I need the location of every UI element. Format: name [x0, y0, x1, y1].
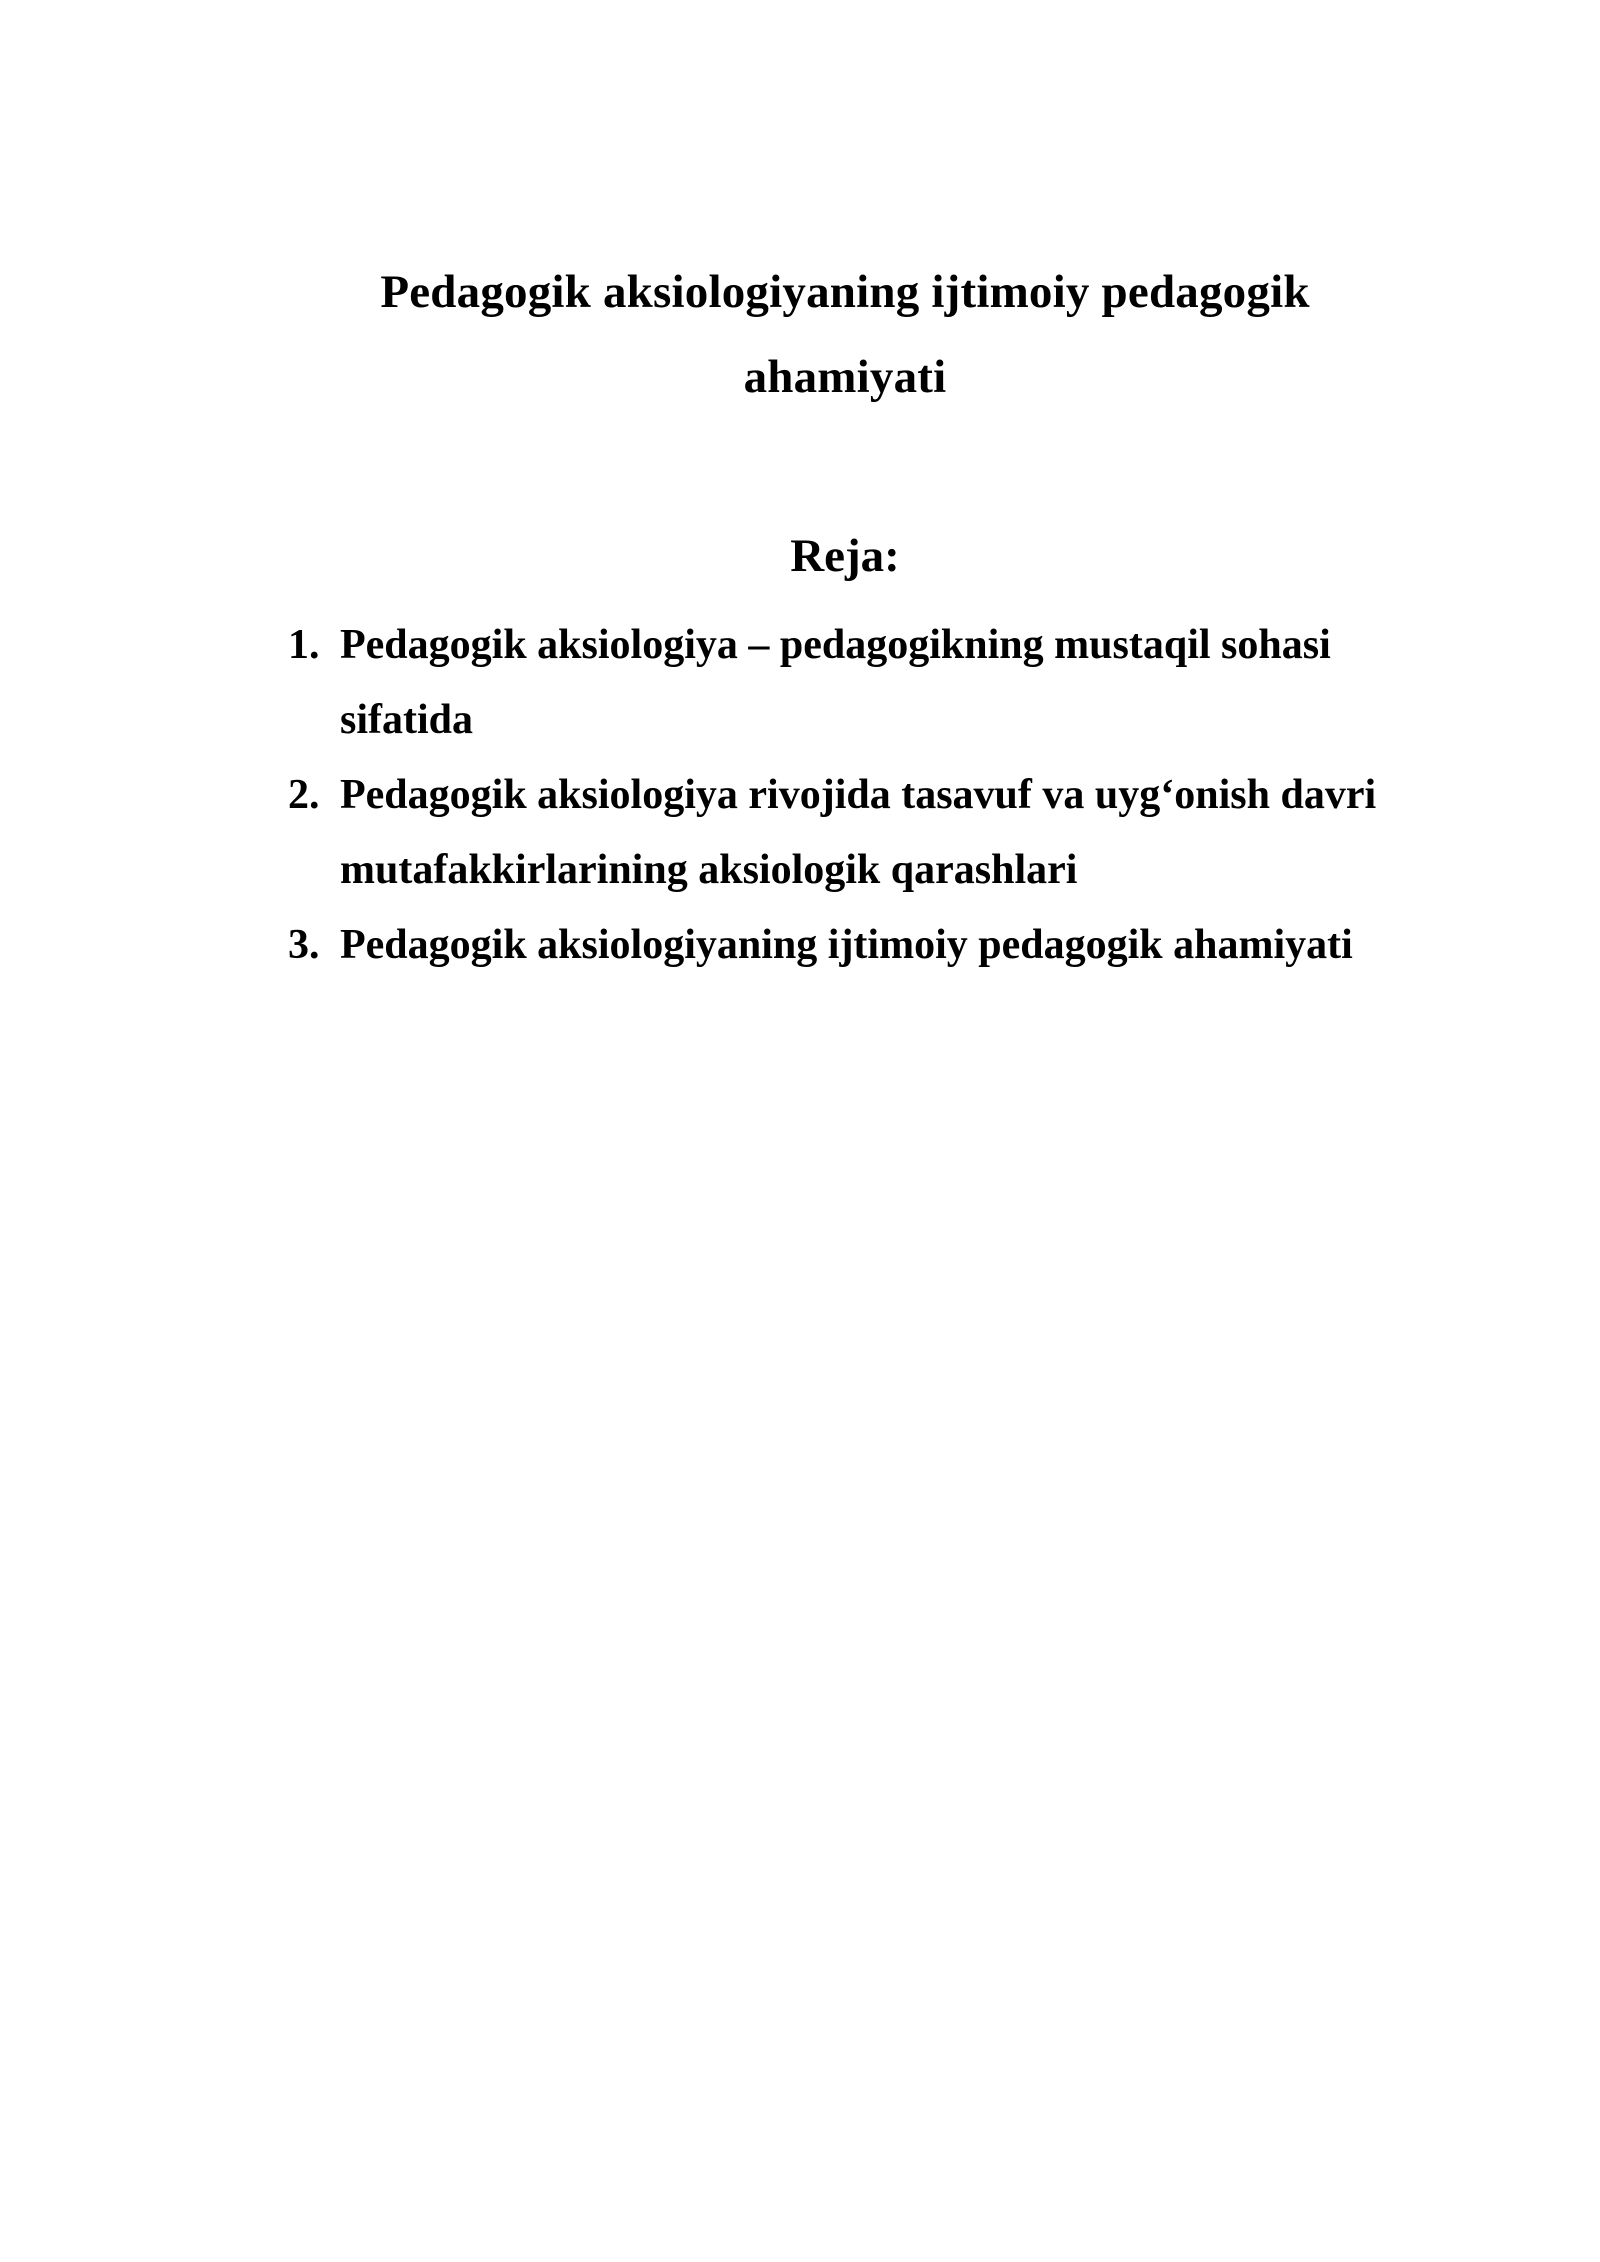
plan-list	[288, 608, 1448, 983]
plan-item-number: 2.	[288, 772, 320, 818]
plan-item-text: Pedagogik aksiologiya – pedagogikning mustaqil sohasi sifatida	[340, 622, 1331, 743]
plan-item-text: Pedagogik aksiologiyaning ijtimoiy pedagogik ahamiyati	[340, 922, 1353, 968]
document-title: Pedagogik aksiologiyaning ijtimoiy pedagogik ahamiyati	[380, 266, 1310, 403]
plan-heading: Reja:	[790, 530, 900, 582]
plan-item-1	[288, 608, 1448, 758]
plan-item-text: Pedagogik aksiologiya rivojida tasavuf va uyg‘onish davri mutafakkirlarining aksiologik qarashlari	[340, 772, 1377, 893]
plan-item-3	[288, 908, 1448, 983]
plan-item-number: 1.	[288, 622, 320, 668]
plan-item-number: 3.	[288, 922, 320, 968]
plan-item-2	[288, 758, 1448, 908]
